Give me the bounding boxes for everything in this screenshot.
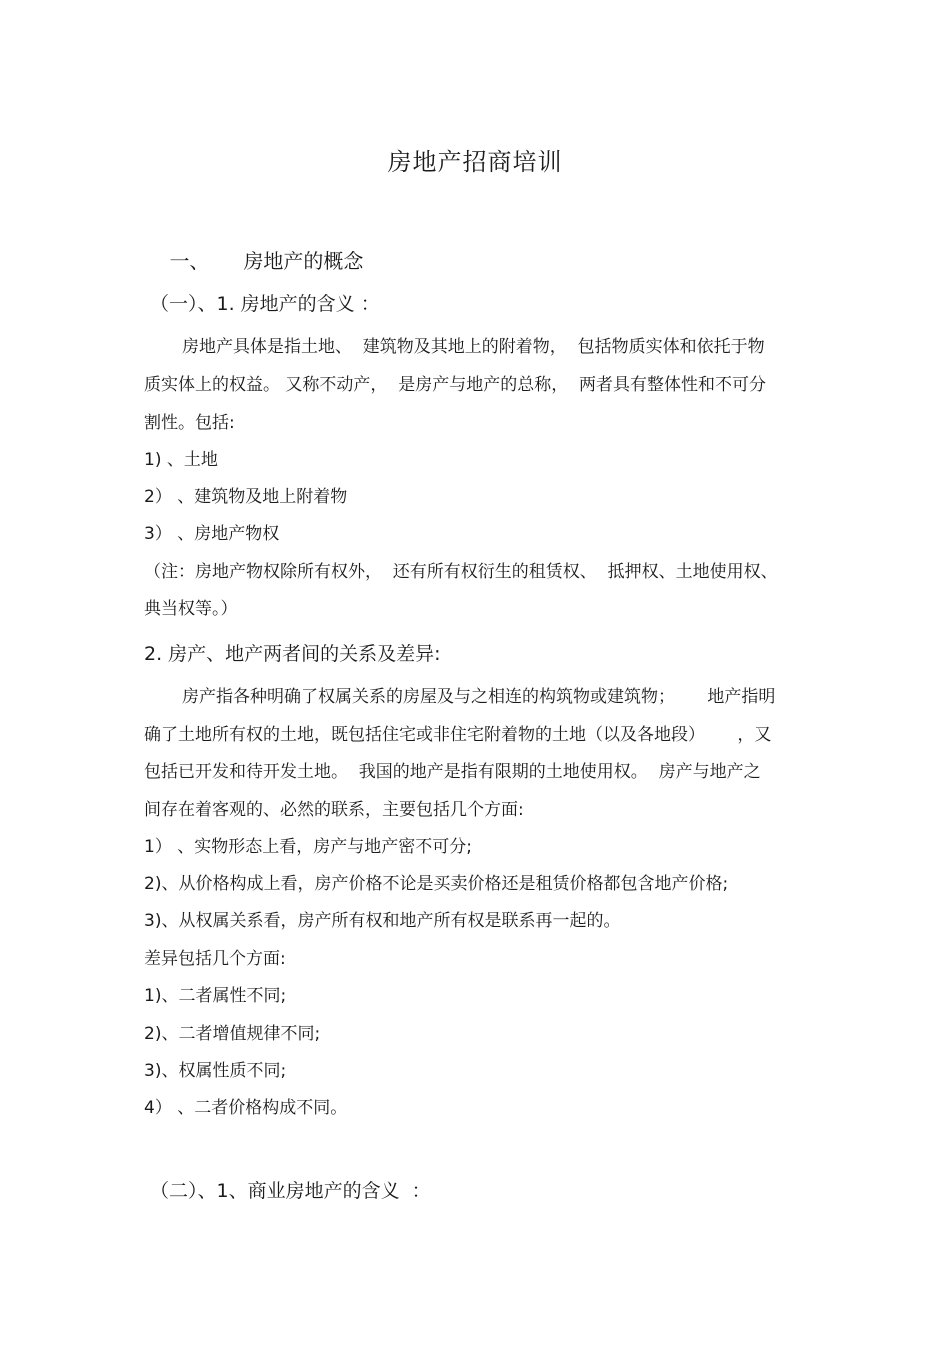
note-line: （注：房地产物权除所有权外， 还有所有权衍生的租赁权、 抵押权、土地使用权、 [144,562,778,582]
paragraph-line: 包括已开发和待开发土地。 我国的地产是指有限期的土地使用权。 房产与地产之 [144,762,761,782]
note-line: 典当权等。） [144,599,238,619]
paragraph-line: 房产指各种明确了权属关系的房屋及与之相连的构筑物或建筑物； 地产指明 [182,687,776,707]
section-number: 一、 [169,249,210,273]
list-item: 3)、从权属关系看，房产所有权和地产所有权是联系再一起的。 [144,911,621,931]
section-title: 房地产的概念 [243,249,364,273]
list-item: 2） 、建筑物及地上附着物 [144,487,348,507]
list-item: 1)、二者属性不同; [144,986,287,1006]
section-heading-1 [144,222,808,300]
list-item: 1） 、实物形态上看，房产与地产密不可分; [144,837,472,857]
document-title: 房地产招商培训 [387,148,563,176]
subsection-heading-3: （二）、1、商业房地产的含义 ： [150,1180,431,1202]
list-item: 2)、从价格构成上看，房产价格不论是买卖价格还是租赁价格都包含地产价格; [144,874,729,894]
list-item: 3)、权属性质不同; [144,1061,287,1081]
paragraph-line: 确了土地所有权的土地，既包括住宅或非住宅附着物的土地（以及各地段） ，又 [144,725,772,745]
paragraph-line: 割性。包括: [144,413,235,433]
list-item: 1) 、土地 [144,450,218,470]
list-item: 2)、二者增值规律不同; [144,1024,321,1044]
paragraph-line: 间存在着客观的、必然的联系，主要包括几个方面: [144,800,524,820]
subsection-heading-2: 2. 房产、地产两者间的关系及差异: [144,643,441,665]
list-item: 4） 、二者价格构成不同。 [144,1098,348,1118]
paragraph-line: 质实体上的权益。 又称不动产， 是房产与地产的总称， 两者具有整体性和不可分 [144,375,767,395]
subsection-heading-1: （一）、1. 房地产的含义 ： [150,293,380,315]
paragraph-line: 差异包括几个方面: [144,949,286,969]
list-item: 3） 、房地产物权 [144,524,280,544]
paragraph-line: 房地产具体是指土地、 建筑物及其地上的附着物， 包括物质实体和依托于物 [182,337,765,357]
